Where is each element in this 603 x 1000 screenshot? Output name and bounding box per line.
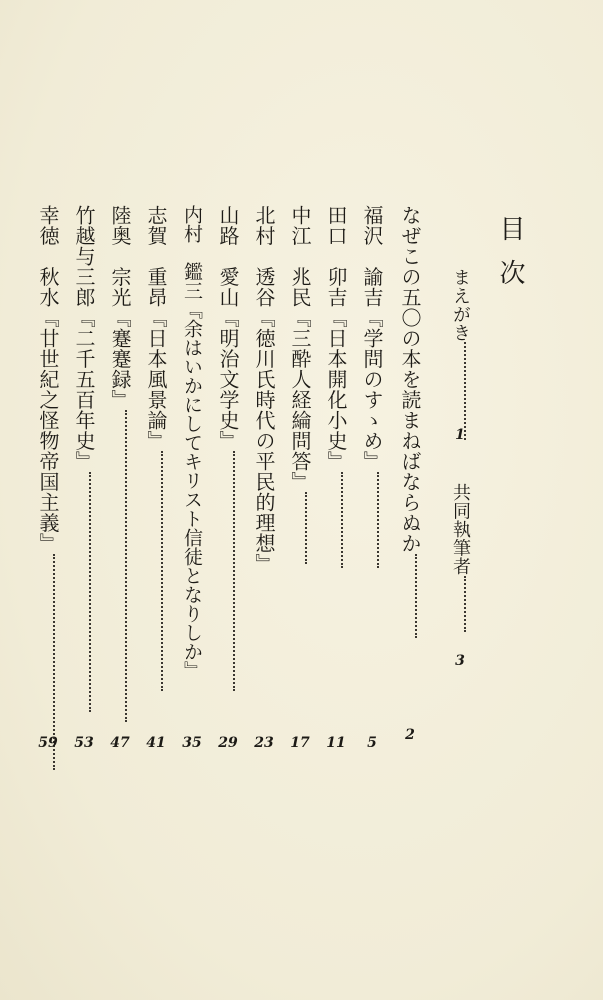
entry-leader <box>125 410 127 722</box>
toc-entry[interactable] <box>324 205 348 568</box>
contributors-leader <box>464 576 466 632</box>
entry-work: 『蹇蹇録』 <box>108 307 132 410</box>
entry-work: 『日本開化小史』 <box>324 307 348 472</box>
entry-leader <box>161 451 163 691</box>
toc-entry[interactable] <box>252 205 276 574</box>
entry-author: 志賀 重昂 <box>144 205 168 308</box>
intro-page[interactable]: 2 <box>405 727 415 743</box>
entry-work: 『余はいかにしてキリスト信徒となりしか』 <box>181 300 203 680</box>
entry-page[interactable]: 5 <box>367 735 377 751</box>
entry-leader <box>305 492 307 564</box>
toc-entry[interactable] <box>288 205 312 564</box>
entry-author: 北村 透谷 <box>252 205 276 308</box>
entry-leader <box>233 451 235 691</box>
toc-entry[interactable] <box>144 205 168 691</box>
toc-entry[interactable] <box>72 205 96 712</box>
entry-work: 『明治文学史』 <box>216 307 240 451</box>
entry-author: 陸奥 宗光 <box>108 205 132 308</box>
toc-entry[interactable] <box>36 205 60 770</box>
entry-work: 『廿世紀之怪物帝国主義』 <box>36 307 60 554</box>
page-title <box>495 215 525 303</box>
entry-page[interactable]: 41 <box>146 735 166 751</box>
toc-entry[interactable] <box>216 205 240 691</box>
entry-work: 『三酔人経綸問答』 <box>288 307 312 492</box>
preface-page[interactable]: 1 <box>455 427 465 443</box>
entry-page[interactable]: 23 <box>254 735 274 751</box>
contributors-page[interactable]: 3 <box>455 653 465 669</box>
entry-author: 中江 兆民 <box>288 205 312 308</box>
entry-page[interactable]: 11 <box>326 735 346 751</box>
entry-leader <box>341 472 343 568</box>
entry-page[interactable]: 53 <box>74 735 94 751</box>
toc-entry[interactable] <box>360 205 384 568</box>
entry-page[interactable]: 59 <box>38 735 58 751</box>
page-title-text: 目次 <box>495 215 525 303</box>
preface-label: まえがき <box>450 268 471 342</box>
entry-work: 『二千五百年史』 <box>72 307 96 472</box>
toc-entry-intro[interactable] <box>398 205 422 638</box>
toc-entry[interactable] <box>180 205 204 680</box>
entry-author: 福沢 諭吉 <box>360 205 384 308</box>
entry-author: 田口 卯吉 <box>324 205 348 308</box>
intro-label: なぜこの五〇の本を読まねばならぬか <box>398 205 422 554</box>
toc-entry[interactable] <box>108 205 132 722</box>
entry-page[interactable]: 47 <box>110 735 130 751</box>
entry-page[interactable]: 35 <box>182 735 202 751</box>
contributors-column <box>448 483 472 632</box>
entry-author: 竹越与三郎 <box>72 205 96 308</box>
entry-work: 『日本風景論』 <box>144 307 168 451</box>
preface-leader <box>464 342 466 440</box>
entry-author: 幸徳 秋水 <box>36 205 60 308</box>
contributors-label: 共同執筆者 <box>450 483 471 576</box>
preface-column <box>448 268 472 440</box>
entry-author: 内村 鑑三 <box>181 205 203 300</box>
intro-leader <box>415 554 417 638</box>
entry-leader <box>377 472 379 568</box>
entry-leader <box>89 472 91 712</box>
entry-page[interactable]: 29 <box>218 735 238 751</box>
entry-work: 『学問のすゝめ』 <box>360 307 384 472</box>
entry-page[interactable]: 17 <box>290 735 310 751</box>
entry-work: 『徳川氏時代の平民的理想』 <box>252 307 276 574</box>
entry-author: 山路 愛山 <box>216 205 240 308</box>
